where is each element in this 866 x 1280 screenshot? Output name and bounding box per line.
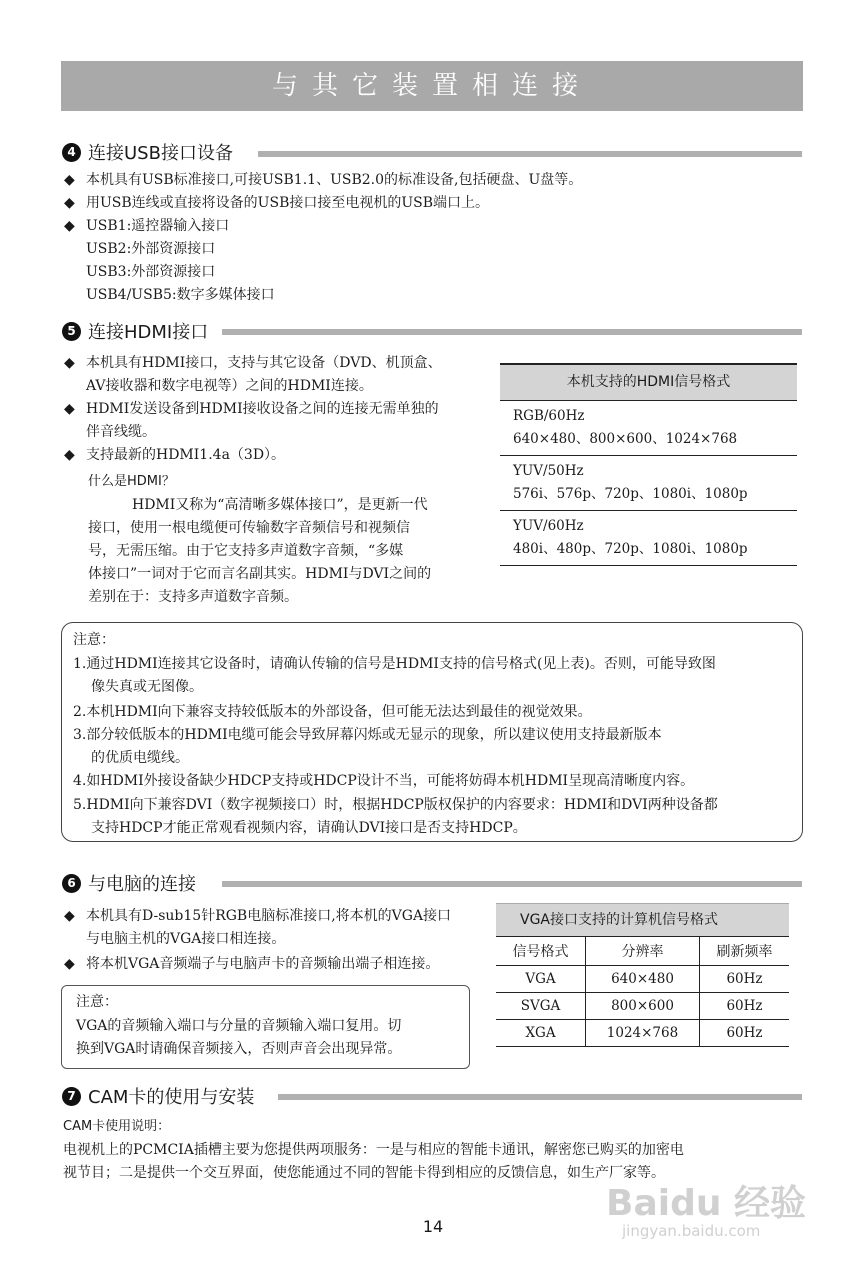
list-item: ◆ 本机具有USB标准接口,可接USB1.1、USB2.0的标准设备,包括硬盘、U盘等。 (64, 169, 582, 192)
section-number-badge: 4 (62, 143, 81, 162)
note-line: 4.如HDMI外接设备缺少HDCP支持或HDCP设计不当，可能将妨碍本机HDMI呈现高清晰度内容。 (73, 773, 695, 789)
signal-mode: RGB/60Hz (513, 408, 585, 424)
table-row (496, 1020, 789, 1047)
table-row (496, 966, 789, 993)
section-title: CAM卡的使用与安装 (88, 1087, 255, 1108)
vga-format-table (496, 903, 789, 1047)
table-cell: 1024×768 (586, 1020, 700, 1047)
diamond-bullet-icon: ◆ (64, 218, 75, 234)
what-is-hdmi-title: 什么是HDMI？ (88, 474, 175, 489)
section-rule (258, 151, 802, 157)
table-row (500, 511, 797, 566)
resolutions: 480i、480p、720p、1080i、1080p (513, 541, 748, 557)
baidu-watermark: Baidu 经验 (606, 1183, 807, 1224)
diamond-bullet-icon: ◆ (64, 195, 75, 211)
column-header: 分辨率 (586, 937, 700, 966)
hdmi-description-line: 号，无需压缩。由于它支持多声道数字音频，“多媒 (88, 543, 404, 559)
list-item: ◆ 本机具有D-sub15针RGB电脑标准接口,将本机的VGA接口 (64, 905, 451, 928)
note-line: 3.部分较低版本的HDMI电缆可能会导致屏幕闪烁或无显示的现象，所以建议使用支持最新版本 (73, 727, 662, 743)
column-header: 刷新频率 (699, 937, 789, 966)
table-cell: XGA (496, 1020, 586, 1047)
list-item: ◆ 本机具有HDMI接口，支持与其它设备（DVD、机顶盒、 (64, 352, 442, 375)
section-number-badge: 6 (62, 874, 81, 893)
hdmi-description-line: HDMI又称为“高清晰多媒体接口”，是更新一代 (132, 497, 428, 513)
usb-port-line: USB3:外部资源接口 (86, 264, 216, 280)
table-row (500, 456, 797, 511)
note-line: 5.HDMI向下兼容DVI（数字视频接口）时，根据HDCP版权保护的内容要求：HDMI和DVI两种设备都 (73, 797, 718, 813)
note-line: VGA的音频输入端口与分量的音频输入端口复用。切 (76, 1018, 402, 1034)
cam-description-line: 电视机上的PCMCIA插槽主要为您提供两项服务：一是与相应的智能卡通讯，解密您已购买的加密电 (63, 1142, 684, 1158)
table-cell: 800×600 (586, 993, 700, 1020)
note-title: 注意： (73, 632, 115, 648)
diamond-bullet-icon: ◆ (64, 355, 75, 371)
diamond-bullet-icon: ◆ (64, 956, 75, 972)
list-item: ◆ HDMI发送设备到HDMI接收设备之间的连接无需单独的 (64, 398, 439, 421)
baidu-watermark-url: jingyan.baidu.com (622, 1222, 761, 1240)
hdmi-note-box (61, 622, 803, 842)
list-item: ◆ 支持最新的HDMI1.4a（3D）。 (64, 444, 285, 467)
table-title: 本机支持的HDMI信号格式 (500, 363, 797, 401)
note-line: 的优质电缆线。 (91, 750, 189, 766)
resolutions: 576i、576p、720p、1080i、1080p (513, 486, 748, 502)
note-title: 注意： (76, 994, 118, 1010)
section-usb-heading (62, 139, 233, 165)
table-title: VGA接口支持的计算机信号格式 (496, 903, 789, 936)
hdmi-description-line: 体接口”一词对于它而言名副其实。HDMI与DVI之间的 (88, 566, 432, 582)
note-line: 像失真或无图像。 (91, 679, 203, 695)
table-cell: SVGA (496, 993, 586, 1020)
table-cell: 640×480 (586, 966, 700, 993)
section-cam-heading (62, 1083, 254, 1109)
section-title: 连接HDMI接口 (88, 322, 209, 343)
table-cell: 60Hz (699, 1020, 789, 1047)
diamond-bullet-icon: ◆ (64, 172, 75, 188)
table-header-row (496, 937, 789, 966)
list-item-continuation: AV接收器和数字电视等）之间的HDMI连接。 (86, 378, 373, 394)
hdmi-description-line: 差别在于：支持多声道数字音频。 (88, 589, 298, 605)
page-banner: 与其它装置相连接 (61, 61, 803, 111)
page-number: 14 (422, 1217, 444, 1236)
diamond-bullet-icon: ◆ (64, 401, 75, 417)
note-line: 1.通过HDMI连接其它设备时，请确认传输的信号是HDMI支持的信号格式(见上表)。否则，可能导致图 (73, 656, 716, 672)
section-hdmi-heading (62, 318, 208, 344)
cam-description-line: 视节目；二是提供一个交互界面，使您能通过不同的智能卡得到相应的反馈信息，如生产厂家等。 (63, 1165, 665, 1181)
section-rule (222, 881, 802, 887)
section-rule (278, 1094, 802, 1100)
note-line: 2.本机HDMI向下兼容支持较低版本的外部设备，但可能无法达到最佳的视觉效果。 (73, 704, 592, 720)
table-cell: 60Hz (699, 966, 789, 993)
section-number-badge: 7 (62, 1087, 81, 1106)
resolutions: 640×480、800×600、1024×768 (513, 431, 738, 447)
table-row (496, 993, 789, 1020)
note-line: 换到VGA时请确保音频接入，否则声音会出现异常。 (76, 1041, 402, 1057)
signal-mode: YUV/60Hz (513, 518, 584, 534)
cam-subtitle: CAM卡使用说明： (63, 1119, 171, 1134)
note-line: 支持HDCP才能正常观看视频内容，请确认DVI接口是否支持HDCP。 (91, 820, 527, 836)
section-title: 连接USB接口设备 (88, 143, 233, 164)
section-title: 与电脑的连接 (88, 874, 196, 895)
table-row (500, 401, 797, 456)
usb-port-line: USB4/USB5:数字多媒体接口 (86, 287, 275, 303)
diamond-bullet-icon: ◆ (64, 447, 75, 463)
list-item-continuation: 伴音线缆。 (86, 424, 156, 440)
list-item: ◆ 将本机VGA音频端子与电脑声卡的音频输出端子相连接。 (64, 953, 439, 976)
list-item-continuation: 与电脑主机的VGA接口相连接。 (86, 931, 286, 947)
signal-mode: YUV/50Hz (513, 463, 584, 479)
hdmi-description-line: 接口，使用一根电缆便可传输数字音频信号和视频信 (88, 520, 410, 536)
list-item: ◆ 用USB连线或直接将设备的USB接口接至电视机的USB端口上。 (64, 192, 489, 215)
vga-note-box (61, 985, 470, 1069)
hdmi-format-table (500, 363, 797, 566)
diamond-bullet-icon: ◆ (64, 908, 75, 924)
table-cell: 60Hz (699, 993, 789, 1020)
table-cell: VGA (496, 966, 586, 993)
list-item: ◆ USB1:遥控器输入接口 (64, 215, 229, 238)
section-number-badge: 5 (62, 322, 81, 341)
column-header: 信号格式 (496, 937, 586, 966)
section-pc-heading (62, 870, 196, 896)
section-rule (222, 329, 802, 335)
usb-port-line: USB2:外部资源接口 (86, 241, 216, 257)
